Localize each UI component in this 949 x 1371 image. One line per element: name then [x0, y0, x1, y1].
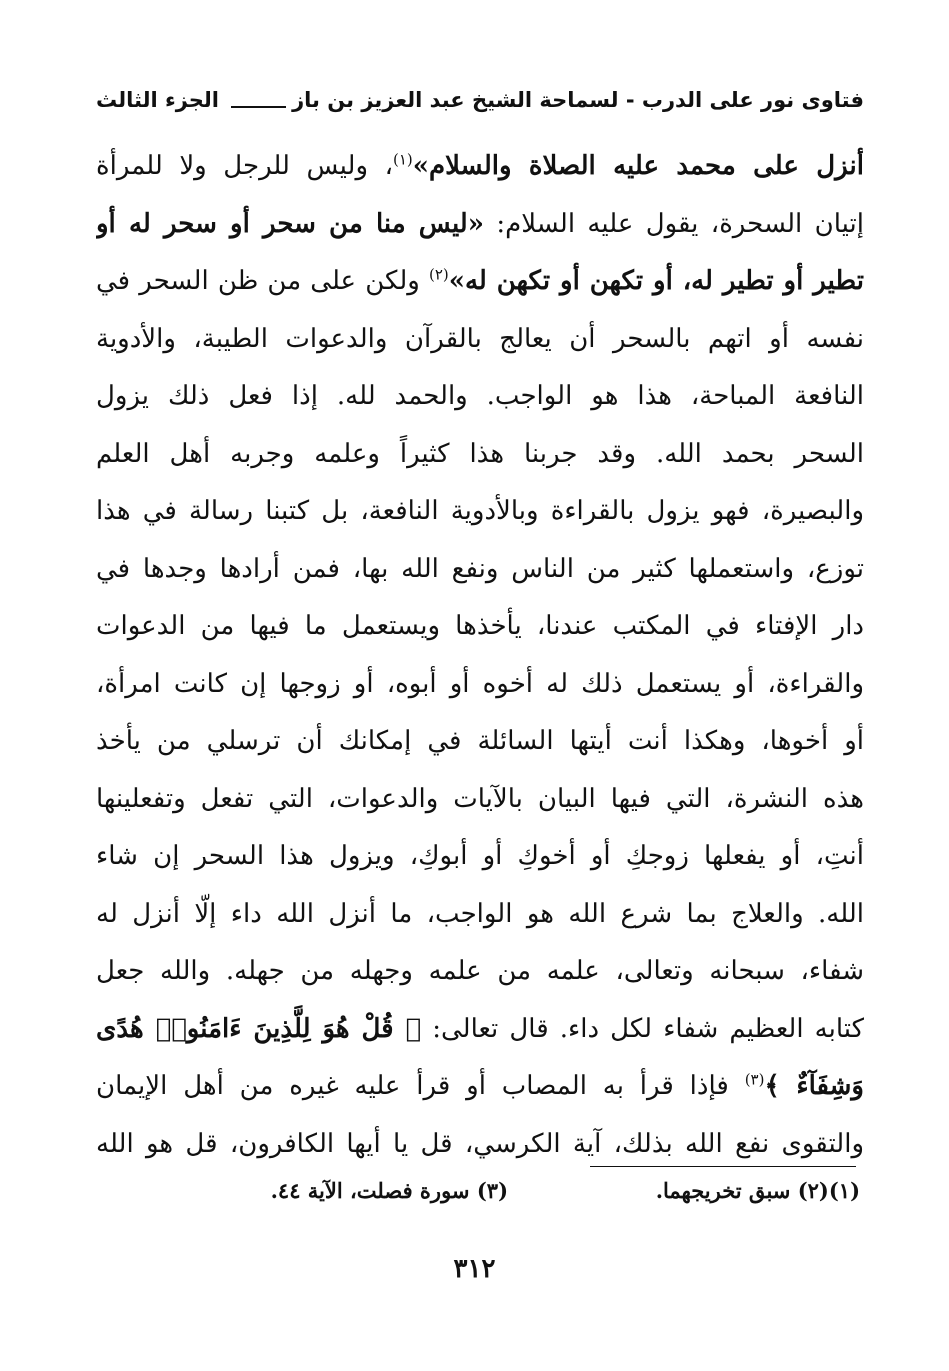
- text-run: توزع، واستعملها كثير من الناس ونفع الله بها، فمن أرادها وجدها في: [96, 553, 864, 584]
- body-line: [96, 656, 864, 714]
- header-rule: [231, 92, 286, 108]
- text-run: والتقوى نفع الله بذلك، آية الكرسي، قل يا أيها الكافرون، قل هو الله: [96, 1128, 864, 1159]
- footnote-3: (٣) سورة فصلت، الآية ٤٤.: [270, 1178, 508, 1203]
- text-run: كتابه العظيم شفاء لكل داء. قال تعالى:: [421, 1013, 864, 1044]
- bold-quote: وَشِفَآءٌ ﴾: [764, 1071, 864, 1101]
- text-run: دار الإفتاء في المكتب عندنا، يأخذها ويستعمل ما فيها من الدعوات: [96, 611, 864, 641]
- body-line: [96, 943, 864, 1001]
- footnote-divider: [590, 1166, 856, 1167]
- body-line: [96, 1058, 864, 1116]
- bold-quote: أنزل على محمد عليه الصلاة والسلام»: [412, 151, 864, 181]
- body-line: [96, 828, 864, 886]
- text-run: هذه النشرة، التي فيها البيان بالآيات والدعوات، التي تفعل وتفعلينها: [96, 783, 864, 814]
- body-line: [96, 138, 864, 196]
- body-line: [96, 771, 864, 829]
- footnote-ref: (١): [392, 150, 413, 169]
- body-line: [96, 713, 864, 771]
- text-run: نفسه أو اتهم بالسحر أن يعالج بالقرآن والدعوات الطيبة، والأدوية: [96, 323, 864, 354]
- body-text: [96, 138, 864, 1173]
- body-line: [96, 253, 864, 311]
- body-line: [96, 196, 864, 254]
- body-line: [96, 311, 864, 369]
- text-run: إتيان السحرة، يقول عليه السلام:: [483, 208, 864, 239]
- text-run: الله. والعلاج بما شرع الله هو الواجب، ما أنزل الله داء إلّا أنزل له: [96, 898, 864, 929]
- footnote-1-2: (١)(٢) سبق تخريجهما.: [655, 1178, 860, 1203]
- page-number: ٣١٢: [453, 1254, 496, 1284]
- text-run: فإذا قرأ به المصاب أو قرأ عليه غيره من أهل الإيمان: [96, 1071, 745, 1101]
- body-line: [96, 886, 864, 944]
- text-run: ولكن على من ظن السحر في: [96, 266, 429, 296]
- body-line: [96, 483, 864, 541]
- text-run: شفاء، سبحانه وتعالى، علمه من علمه وجهله من جهله. والله جعل: [96, 956, 864, 986]
- running-header: [96, 82, 864, 118]
- body-line: [96, 598, 864, 656]
- bold-quote: ﴿ قُلْ هُوَ لِلَّذِينَ ءَامَنُوا۟ هُدًى: [96, 1013, 422, 1044]
- bold-quote: تطير أو تطير له، أو تكهن أو تكهن له»: [448, 266, 864, 296]
- body-line: [96, 368, 864, 426]
- part-label: الجزء الثالث: [96, 88, 219, 112]
- text-run: ، وليس للرجل ولا للمرأة: [96, 151, 393, 181]
- body-line: [96, 541, 864, 599]
- text-run: السحر بحمد الله. وقد جربنا هذا كثيراً وعلمه وجربه أهل العلم: [96, 438, 864, 469]
- text-run: والبصيرة، فهو يزول بالقراءة وبالأدوية النافعة، بل كتبنا رسالة في هذا: [96, 496, 864, 526]
- text-run: والقراءة، أو يستعمل ذلك له أخوه أو أبوه، أو زوجها إن كانت امرأة،: [96, 668, 864, 699]
- body-line: [96, 426, 864, 484]
- footnote-ref: (٣): [744, 1070, 765, 1089]
- footnotes: [96, 1172, 860, 1212]
- text-run: أو أخوها، وهكذا أنت أيتها السائلة في إمكانك أن ترسلي من يأخذ: [96, 726, 864, 756]
- body-line: [96, 1116, 864, 1174]
- text-run: النافعة المباحة، هذا هو الواجب. والحمد لله. إذا فعل ذلك يزول: [96, 381, 864, 411]
- bold-quote: «ليس منا من سحر أو سحر له أو: [96, 208, 484, 239]
- book-title: فتاوى نور على الدرب - لسماحة الشيخ عبد العزيز بن باز: [292, 88, 864, 112]
- footnote-ref: (٢): [428, 265, 449, 284]
- body-line: [96, 1001, 864, 1059]
- text-run: أنتِ، أو يفعلها زوجكِ أو أخوكِ أو أبوكِ، ويزول هذا السحر إن شاء: [96, 841, 864, 871]
